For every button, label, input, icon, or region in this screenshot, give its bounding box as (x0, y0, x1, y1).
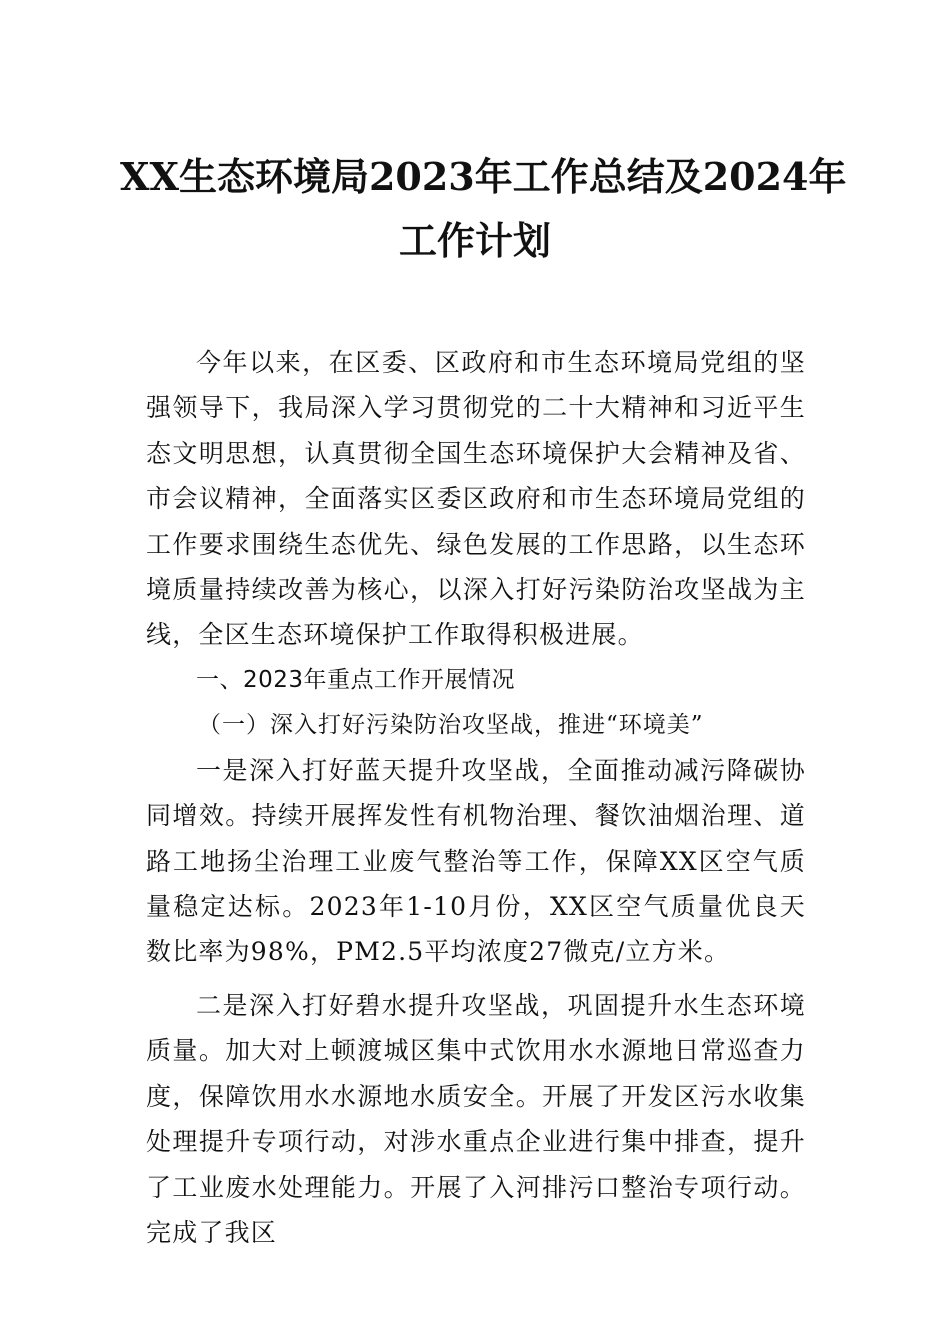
document-body (146, 340, 806, 1255)
document-title (120, 145, 847, 273)
subsection-heading: （一）深入打好污染防治攻坚战，推进“环境美” (198, 711, 704, 738)
intro-paragraph: 今年以来，在区委、区政府和市生态环境局党组的坚强领导下，我局深入学习贯彻党的二十大精神和习近平生态文明思想，认真贯彻全国生态环境保护大会精神及省、市会议精神，全面落实区委区政府和市生态环境局党组的工作要求围绕生态优先、绿色发展的工作思路，以生态环境质量持续改善为核心，以深入打好污染防治攻坚战为主线，全区生态环境保护工作取得积极进展。 (146, 348, 806, 650)
title-line-2: 工作计划 (398, 218, 551, 263)
paragraph-gap (146, 975, 806, 983)
section-heading: 一、2023年重点工作开展情况 (196, 666, 516, 693)
title-line-1: XX生态环境局2023年工作总结及2024年 (120, 154, 847, 199)
body-paragraph: 一是深入打好蓝天提升攻坚战，全面推动减污降碳协同增效。持续开展挥发性有机物治理、餐饮油烟治理、道路工地扬尘治理工业废气整治等工作，保障XX区空气质量稳定达标。2023年1-10月份，XX区空气质量优良天数比率为98%，PM2.5平均浓度27微克/立方米。 (146, 755, 806, 967)
body-paragraph: 二是深入打好碧水提升攻坚战，巩固提升水生态环境质量。加大对上顿渡城区集中式饮用水水源地日常巡查力度，保障饮用水水源地水质安全。开展了开发区污水收集处理提升专项行动，对涉水重点企业进行集中排查，提升了工业废水处理能力。开展了入河排污口整治专项行动。完成了我区 (146, 990, 806, 1247)
